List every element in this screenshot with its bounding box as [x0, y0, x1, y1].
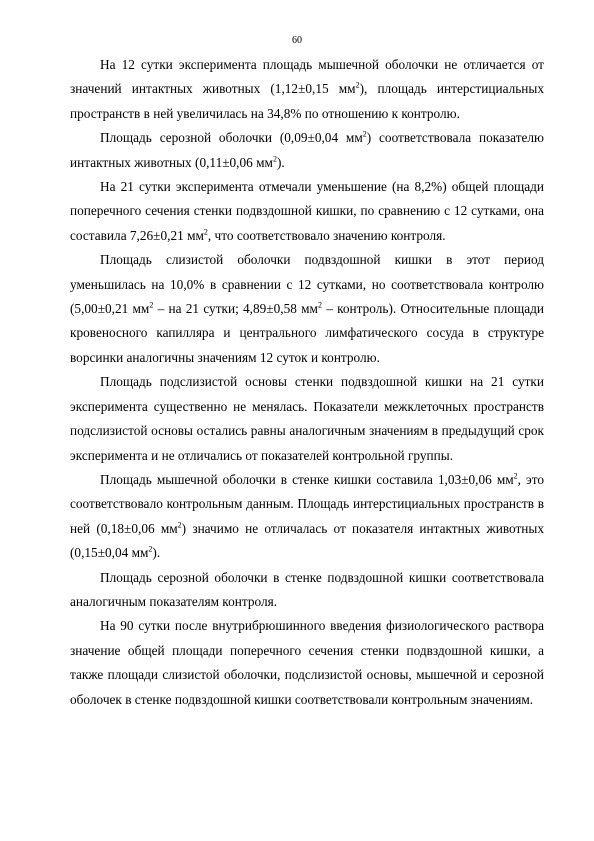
paragraph	[70, 175, 544, 248]
text-segment: , это соответствовало контрольным данным. Площадь интерстициальных пространств в ней (0,18±0,06 мм	[70, 471, 545, 536]
text-segment: Площадь подслизистой основы стенки подвздошной кишки на 21 сутки эксперимента существенно не менялась. Показатели межклеточных пространств подслизистой основы остались равны аналогичным значениям в предыдущий срок эксперимента и не отличались от показателей контрольной группы.	[70, 374, 544, 463]
text-segment: , что соответствовало значению контроля.	[207, 227, 446, 243]
text-segment: Площадь серозной оболочки в стенке подвздошной кишки соответствовала аналогичным показателям контроля.	[70, 569, 544, 609]
superscript: 2	[177, 520, 182, 530]
superscript: 2	[149, 300, 154, 310]
superscript: 2	[203, 227, 208, 237]
text-segment: ), площадь интерстициальных пространств в ней увеличилась на 34,8% по отношению к контролю.	[70, 81, 544, 121]
superscript: 2	[355, 80, 360, 90]
document-body	[70, 53, 544, 712]
superscript: 2	[272, 154, 277, 164]
text-segment: На 21 сутки эксперимента отмечали уменьшение (на 8,2%) общей площади поперечного сечения стенки подвздошной кишки, по сравнению с 12 сутками, она составила 7,26±0,21 мм	[70, 179, 544, 243]
text-segment: – контроль). Относительные площади кровеносного капилляра и центрального лимфатического сосуда в структуре ворсинки аналогичны значениям 12 суток и контролю.	[70, 301, 545, 365]
text-segment: ) значимо не отличалась от показателя интактных животных (0,15±0,04 мм	[70, 520, 544, 561]
paragraph	[70, 126, 544, 175]
text-segment: Площадь слизистой оболочки подвздошной кишки в этот период уменьшилась на 10,0% в сравнении с 12 сутками, но соответствовала контролю (5,00±0,21 мм	[70, 252, 544, 317]
page-number: 60	[292, 35, 302, 46]
superscript: 2	[317, 300, 322, 310]
text-segment: На 12 сутки эксперимента площадь мышечной оболочки не отличается от значений интактных животных (1,12±0,15 мм	[70, 57, 544, 97]
paragraph	[70, 614, 544, 712]
superscript: 2	[148, 544, 153, 554]
text-segment: Площадь мышечной оболочки в стенке кишки составила 1,03±0,06 мм	[100, 471, 514, 487]
text-segment: ).	[152, 545, 161, 561]
paragraph	[70, 566, 544, 615]
superscript: 2	[362, 129, 367, 139]
paragraph	[70, 248, 544, 370]
text-segment: На 90 сутки после внутрибрюшинного введения физиологического раствора значение общей площади поперечного сечения стенки подвздошной кишки, а также площади слизистой оболочки, подслизистой основы, мышечной и серозной оболочек в стенке подвздошной кишки соответствовали контрольным значениям.	[70, 618, 544, 707]
paragraph	[70, 370, 544, 468]
paragraph	[70, 53, 544, 126]
text-segment: ) соответствовала показателю интактных животных (0,11±0,06 мм	[70, 130, 544, 170]
text-segment: – на 21 сутки; 4,89±0,58 мм	[153, 301, 318, 317]
text-segment: ).	[276, 154, 285, 170]
text-segment: Площадь серозной оболочки (0,09±0,04 мм	[100, 130, 363, 146]
paragraph	[70, 468, 544, 566]
superscript: 2	[513, 471, 518, 481]
